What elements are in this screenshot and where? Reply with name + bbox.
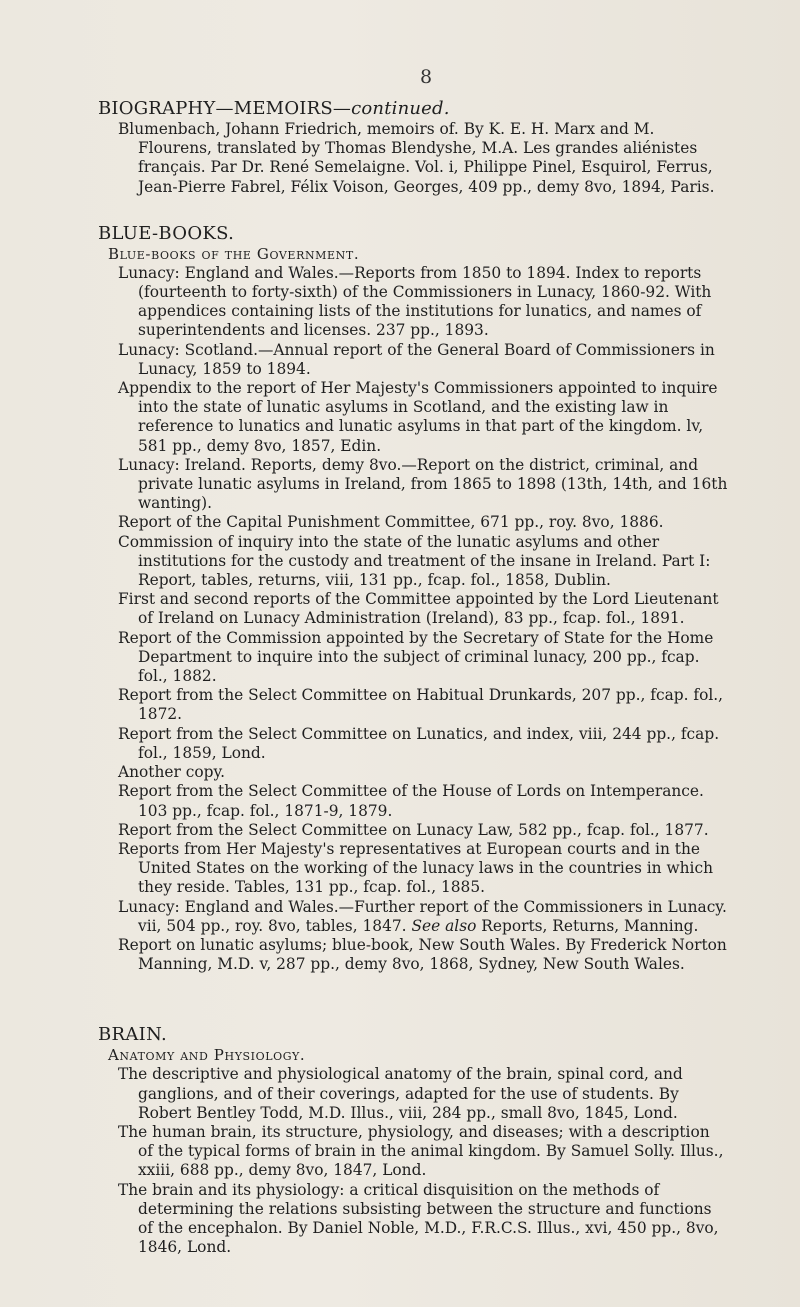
list-item: Report on lunatic asylums; blue-book, New South Wales. By Frederick Norton Manning, M.D. v, 287 pp., demy 8vo, 1868, Sydney, New South Wales. (118, 935, 727, 974)
list-item: Lunacy: England and Wales.—Reports from 1850 to 1894. Index to reports (fourteenth to forty-sixth) of the Commissioners in Lunacy, 1860-92. With appendices containing lists of the institutions for lunatics, and names of superintendents and licenses. 237 pp., 1893. (118, 263, 712, 340)
page-number: 8 (420, 66, 433, 88)
list-item: Lunacy: Ireland. Reports, demy 8vo.—Report on the district, criminal, and private lunatic asylums in Ireland, from 1865 to 1898 (13th, 14th, and 16th wanting). (118, 455, 728, 513)
running-head (98, 98, 728, 120)
entry-text: Reports, Returns, Manning. (476, 916, 699, 935)
list-item: Report from the Select Committee of the House of Lords on Intemperance. 103 pp., fcap. fol., 1871-9, 1879. (118, 782, 704, 820)
subsection-blue-books-government: Blue-books of the Government. (108, 244, 360, 263)
list-item: The descriptive and physiological anatomy of the brain, spinal cord, and ganglions, and of their coverings, adapted for the use of students. By Robert Bentley Todd, M.D. Illus., viii, 284 pp., small 8vo, 1845, Lond. (118, 1065, 683, 1122)
list-item: Appendix to the report of Her Majesty's Commissioners appointed to inquire into the state of lunatic asylums in Scotland, and the existing law in reference to lunatics and lunatic asylums in that part of the kingdom. lv, 581 pp., demy 8vo, 1857, Edin. (118, 379, 718, 455)
list-item: Commission of inquiry into the state of the lunatic asylums and other institutions for the custody and treatment of the insane in Ireland. Part I: Report, tables, returns, viii, 131 pp., fcap. fol., 1858, Dublin. (118, 532, 711, 590)
see-also-reference: See also (411, 916, 477, 935)
entry-text: Lunacy: England and Wales.—Further report of the Commissioners in Lunacy. vii, 504 pp., roy. 8vo, tables, 1847. (118, 897, 727, 935)
running-head-main: BIOGRAPHY—MEMOIRS— (98, 98, 352, 119)
list-item: Report of the Capital Punishment Committee, 671 pp., roy. 8vo, 1886. (118, 513, 664, 532)
list-item: Report from the Select Committee on Lunacy Law, 582 pp., fcap. fol., 1877. (118, 820, 709, 839)
list-item: The brain and its physiology: a critical disquisition on the methods of determining the relations subsisting between the structure and functions of the encephalon. By Daniel Noble, M.D., F.R.C.S. Illus., xvi, 450 pp., 8vo, 1846, Lond. (118, 1180, 719, 1257)
section-title-blue-books: BLUE-BOOKS. (98, 222, 235, 244)
running-head-continued: continued. (351, 98, 450, 119)
list-item: The human brain, its structure, physiology, and diseases; with a description of the typical forms of brain in the animal kingdom. By Samuel Solly. Illus., xxiii, 688 pp., demy 8vo, 1847, Lond. (118, 1122, 724, 1180)
list-item: Report of the Commission appointed by the Secretary of State for the Home Department to inquire into the subject of criminal lunacy, 200 pp., fcap. fol., 1882. (118, 628, 714, 686)
list-item: Another copy. (118, 763, 226, 782)
subsection-anatomy-physiology: Anatomy and Physiology. (108, 1046, 306, 1065)
section-title-brain: BRAIN. (98, 1024, 168, 1046)
list-item: Report from the Select Committee on Lunatics, and index, viii, 244 pp., fcap. fol., 1859, Lond. (118, 724, 720, 762)
list-item: First and second reports of the Committee appointed by the Lord Lieutenant of Ireland on Lunacy Administration (Ireland), 83 pp., fcap. fol., 1891. (118, 590, 719, 628)
memoirs-entry: Blumenbach, Johann Friedrich, memoirs of. By K. E. H. Marx and M. Flourens, translated by Thomas Blendyshe, M.A. Les grandes aliénistes français. Par Dr. René Semelaigne. Vol. i, Philippe Pinel, Esquirol, Ferrus, Jean-Pierre Fabrel, Félix Voison, Georges, 409 pp., demy 8vo, 1894, Paris. (118, 120, 715, 196)
list-item: Lunacy: Scotland.—Annual report of the General Board of Commissioners in Lunacy, 1859 to 1894. (118, 340, 715, 378)
list-item: Reports from Her Majesty's representatives at European courts and in the United States on the working of the lunacy laws in the countries in which they reside. Tables, 131 pp., fcap. fol., 1885. (118, 839, 714, 897)
list-item-lunacy-further-report (118, 898, 728, 936)
list-item: Report from the Select Committee on Habitual Drunkards, 207 pp., fcap. fol., 1872. (118, 686, 724, 724)
page-content (98, 98, 728, 1257)
